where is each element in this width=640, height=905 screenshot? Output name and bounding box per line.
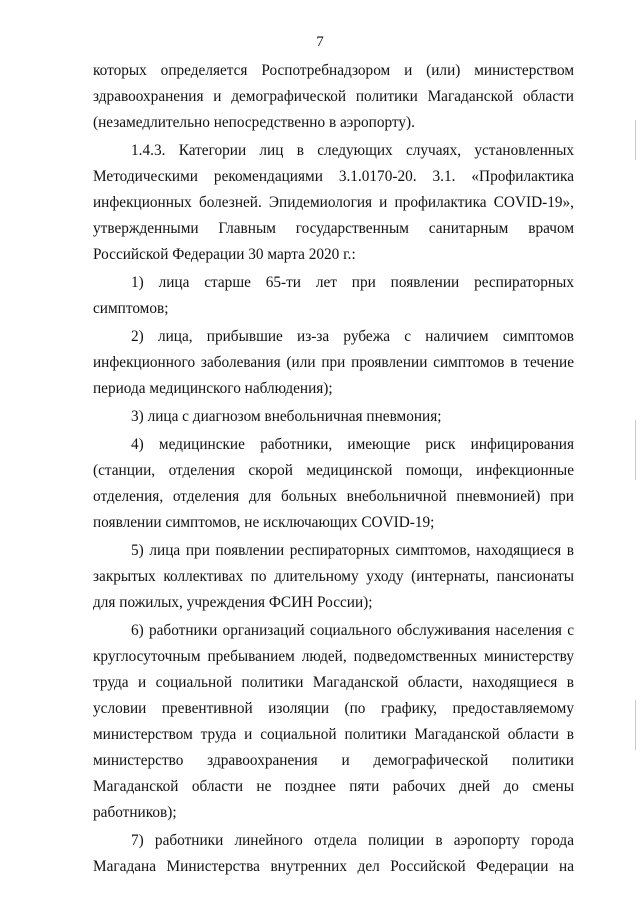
- list-item-7: 7) работники линейного отдела полиции в аэропорту города Магадана Министерства внутренних дел Российской Федерации на: [93, 832, 574, 875]
- document-body: [93, 58, 574, 882]
- list-item-5: 5) лица при появлении респираторных симптомов, находящиеся в закрытых коллективах по длительному уходу (интернаты, пансионаты для пожилых, учреждения ФСИН России);: [93, 542, 574, 611]
- list-item-6: 6) работники организаций социального обслуживания населения с круглосуточным пребыванием людей, подведомственных министерству труда и социальной политики Магаданской области, находящиеся в условии превентивной изоляции (по графику, предоставляемому министерством труда и социальной политики Магаданской области в министерство здравоохранения и демографической политики Магаданской области не позднее пяти рабочих дней до смены работников);: [93, 622, 574, 821]
- list-item-4: 4) медицинские работники, имеющие риск инфицирования (станции, отделения скорой медицинской помощи, инфекционные отделения, отделения для больных внебольничной пневмонией) при появлении симптомов, не исключающих COVID-19;: [93, 436, 574, 531]
- list-item-3: 3) лица с диагнозом внебольничная пневмония;: [131, 408, 442, 425]
- page-number: 7: [316, 34, 324, 50]
- list-item-2: 2) лица, прибывшие из-за рубежа с наличием симптомов инфекционного заболевания (или при проявлении симптомов в течение периода медицинского наблюдения);: [93, 328, 574, 397]
- list-item-1: 1) лица старше 65-ти лет при появлении респираторных симптомов;: [93, 274, 574, 317]
- scan-edge-mark: [635, 420, 636, 480]
- scan-edge-mark: [635, 120, 636, 160]
- paragraph-section-1-4-3: 1.4.3. Категории лиц в следующих случаях, установленных Методическими рекомендациями 3.1.0170-20. 3.1. «Профилактика инфекционных болезней. Эпидемиология и профилактика COVID-19», утвержденными Главным государственным санитарным врачом Российской Федерации 30 марта 2020 г.:: [93, 142, 574, 263]
- paragraph-continuation: которых определяется Роспотребнадзором и (или) министерством здравоохранения и демографической политики Магаданской области (незамедлительно непосредственно в аэропорту).: [93, 62, 574, 131]
- scan-edge-mark: [635, 700, 636, 750]
